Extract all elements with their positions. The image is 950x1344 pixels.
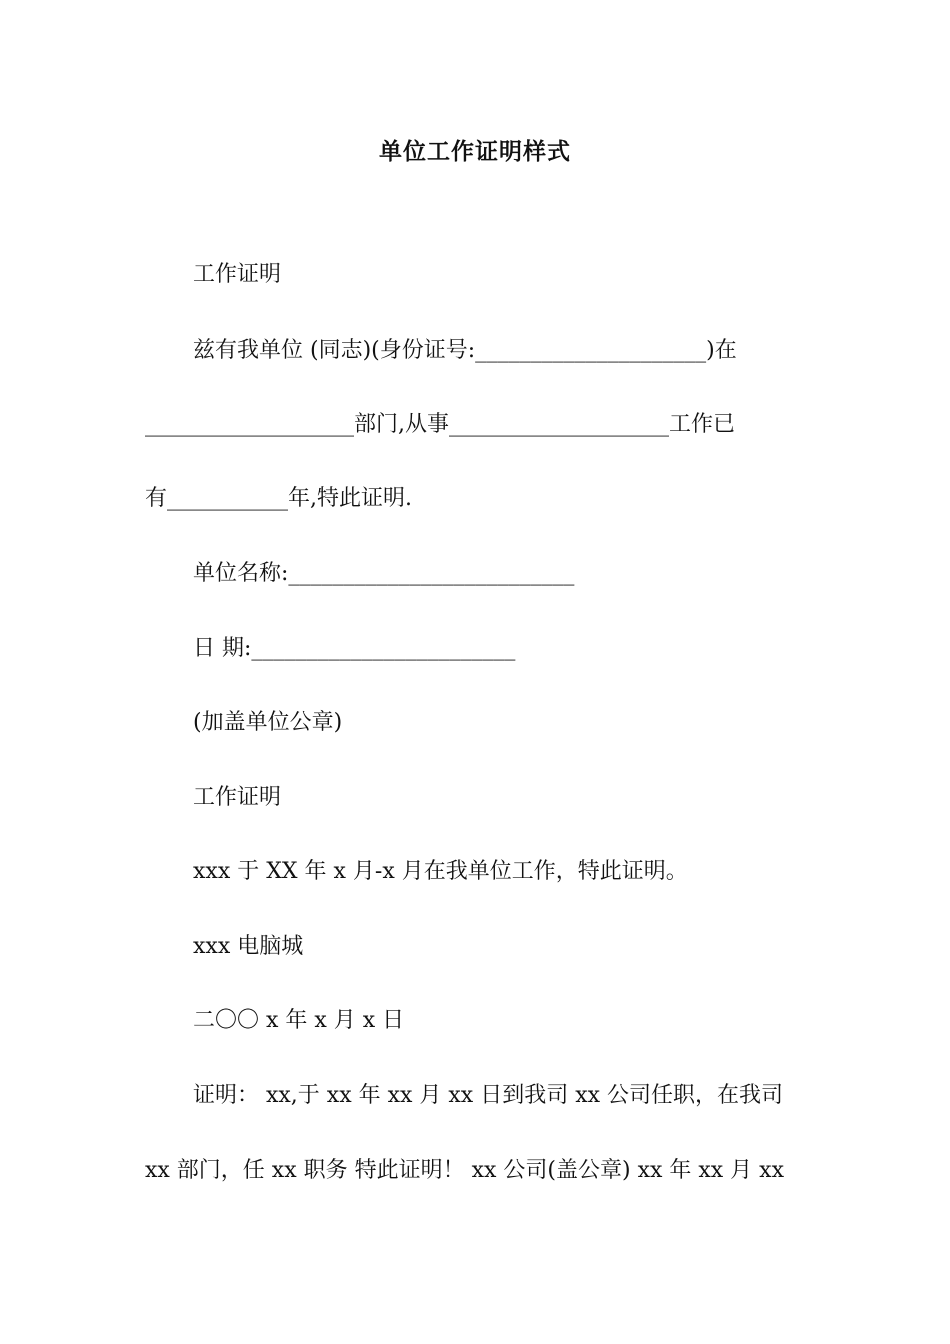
section-heading: 工作证明 bbox=[193, 262, 282, 287]
body-line: 兹有我单位 (同志)(身份证号:_____________________)在 bbox=[193, 338, 737, 363]
unit-name-line: 单位名称:__________________________ bbox=[193, 561, 575, 586]
body-line: xx 部门，任 xx 职务 特此证明！ xx 公司(盖公章) xx 年 xx 月 xx bbox=[145, 1158, 784, 1183]
body-line: ___________________部门,从事____________________工作已 bbox=[145, 412, 735, 437]
date-line: 二〇〇 x 年 x 月 x 日 bbox=[193, 1008, 405, 1033]
body-line: 证明： xx,于 xx 年 xx 月 xx 日到我司 xx 公司任职，在我司 bbox=[193, 1083, 784, 1108]
seal-note: (加盖单位公章) bbox=[193, 710, 343, 735]
date-line: 日 期:________________________ bbox=[193, 636, 516, 661]
body-line: xxx 于 XX 年 x 月-x 月在我单位工作，特此证明。 bbox=[193, 859, 688, 884]
document-title: 单位工作证明样式 bbox=[379, 138, 571, 165]
body-line: 有___________年,特此证明. bbox=[145, 486, 412, 511]
company-name: xxx 电脑城 bbox=[193, 934, 304, 959]
section-heading: 工作证明 bbox=[193, 785, 282, 810]
